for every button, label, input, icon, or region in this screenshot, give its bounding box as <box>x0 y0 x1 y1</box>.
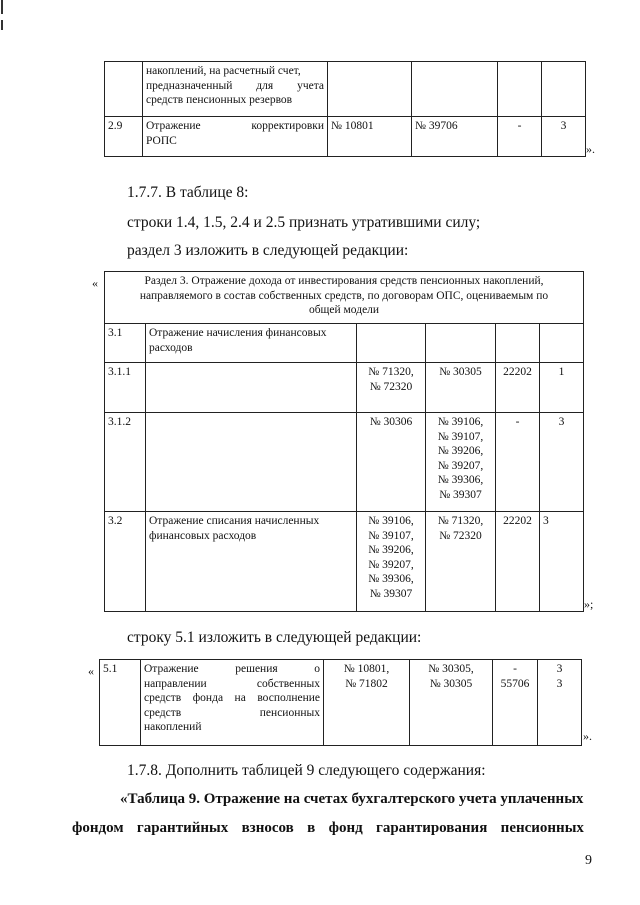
row-number-cell: 2.9 <box>105 117 143 157</box>
paragraph-row-5-1-edit: строку 5.1 изложить в следующей редакции: <box>127 629 422 646</box>
heading-word: фондом <box>72 820 124 836</box>
heading-word: гарантирования <box>376 820 488 836</box>
account-number: № 72320 <box>439 529 482 542</box>
account-number: № 39207, <box>437 459 484 472</box>
symbol-code-cell <box>493 660 538 746</box>
account-number: № 39106, <box>437 416 484 428</box>
paragraph-1-7-8: 1.7.8. Дополнить таблицей 9 следующего содержания: <box>127 762 486 779</box>
description-line: накоплений, на расчетный счет, <box>146 65 301 77</box>
symbol-code-cell: - <box>498 117 542 157</box>
account-number: № 39207, <box>368 558 414 571</box>
account-number: № 39206, <box>437 445 484 457</box>
document-code-cell <box>542 62 586 117</box>
document-code-cell <box>540 324 584 363</box>
row-number-cell: 3.2 <box>105 512 146 612</box>
account-number: № 39306, <box>437 474 484 486</box>
account-number: № 39306, <box>368 573 414 585</box>
symbol-code: - <box>513 663 517 675</box>
opening-quote-mark: « <box>92 276 98 290</box>
document-code: 3 <box>556 663 563 675</box>
row-number-cell: 3.1 <box>105 324 146 363</box>
description-line: средств фонда на восполнение <box>144 692 320 704</box>
paragraph-section-3-edit: раздел 3 изложить в следующей редакции: <box>127 242 409 259</box>
table-row <box>100 660 582 746</box>
section-header-line: общей модели <box>308 304 380 316</box>
table-row <box>105 413 584 512</box>
debit-account-cell <box>328 62 412 117</box>
description-line: Отражение решения о <box>144 663 320 675</box>
page-number: 9 <box>585 853 592 868</box>
account-number: № 10801, <box>343 663 390 675</box>
account-number: № 30305, <box>428 663 474 675</box>
credit-account-cell <box>426 363 496 413</box>
description-line: направлении собственных <box>144 677 320 690</box>
document-code-cell <box>538 660 582 746</box>
description-cell <box>146 363 357 413</box>
heading-word: пенсионных <box>500 820 584 836</box>
credit-account-cell <box>412 62 498 117</box>
table-header-row <box>105 272 584 324</box>
description-line: РОПС <box>146 134 177 147</box>
description-cell <box>146 512 357 612</box>
account-number: № 72320 <box>369 380 413 393</box>
closing-quote-mark: »; <box>584 597 594 611</box>
account-number: № 39206, <box>368 544 414 556</box>
paragraph-rows-invalid: строки 1.4, 1.5, 2.4 и 2.5 признать утратившими силу; <box>127 214 481 231</box>
scan-artifact-mark <box>1 0 3 14</box>
debit-account-cell <box>324 660 410 746</box>
table-row-5-1 <box>99 659 582 746</box>
description-line: финансовых расходов <box>149 529 257 542</box>
description-cell <box>141 660 324 746</box>
credit-account-cell: № 39706 <box>412 117 498 157</box>
credit-account-cell <box>426 512 496 612</box>
section-header-line: направляемого в состав собственных средств, по договорам ОПС, оцениваемым по <box>139 289 549 302</box>
credit-account-cell <box>410 660 493 746</box>
account-number: № 30305 <box>429 677 473 690</box>
document-code-cell: 3 <box>540 512 584 612</box>
description-cell <box>143 62 328 117</box>
account-number: № 39307 <box>439 488 482 501</box>
row-number-cell <box>105 62 143 117</box>
debit-account-cell: № 10801 <box>328 117 412 157</box>
account-number: № 39107, <box>437 430 484 443</box>
debit-account-cell <box>357 324 426 363</box>
description-line: Отражение начисления финансовых <box>149 327 327 339</box>
scan-artifact-mark <box>1 20 3 30</box>
symbol-code-cell <box>498 62 542 117</box>
document-code-cell: 3 <box>540 413 584 512</box>
row-number-cell: 3.1.2 <box>105 413 146 512</box>
account-number: № 30306 <box>369 416 413 428</box>
account-number: № 71802 <box>345 677 388 690</box>
credit-account-cell <box>426 413 496 512</box>
debit-account-cell <box>357 363 426 413</box>
account-number: № 71320, <box>437 515 484 527</box>
row-number-cell: 5.1 <box>100 660 141 746</box>
heading-word: гарантийных <box>136 820 229 836</box>
row-number-cell: 3.1.1 <box>105 363 146 413</box>
account-number: № 39106, <box>368 515 414 527</box>
debit-account-cell <box>357 512 426 612</box>
closing-quote-mark: ». <box>583 729 592 743</box>
section-header-line: Раздел 3. Отражение дохода от инвестирования средств пенсионных накоплений, <box>144 275 544 287</box>
credit-account-cell <box>426 324 496 363</box>
table-9-heading-line: «Таблица 9. Отражение на счетах бухгалтерского учета уплаченных <box>120 791 584 807</box>
table-section-3 <box>104 271 584 612</box>
heading-word: в <box>307 820 316 836</box>
debit-account-cell <box>357 413 426 512</box>
document-code: 3 <box>556 677 563 690</box>
table-row <box>105 62 586 117</box>
opening-quote-mark: « <box>88 664 94 678</box>
account-number: № 39307 <box>369 587 413 600</box>
description-line: средств пенсионных <box>144 706 320 719</box>
closing-quote-mark: ». <box>586 142 595 156</box>
description-line: средств пенсионных резервов <box>146 94 293 106</box>
document-code-cell: 1 <box>540 363 584 413</box>
section-header-cell <box>105 272 584 324</box>
description-line: Отражение списания начисленных <box>149 515 320 527</box>
table-previous-fragment <box>104 61 586 157</box>
table-row <box>105 324 584 363</box>
table-row <box>105 117 586 157</box>
account-number: № 71320, <box>368 366 414 378</box>
table-9-heading-line <box>72 818 584 838</box>
heading-word: фонд <box>328 820 363 836</box>
description-line: Отражение корректировки <box>146 120 324 132</box>
symbol-code: 55706 <box>500 677 530 690</box>
table-row <box>105 363 584 413</box>
heading-word: взносов <box>241 820 294 836</box>
description-cell <box>146 324 357 363</box>
description-cell <box>146 413 357 512</box>
description-cell <box>143 117 328 157</box>
description-line: накоплений <box>144 721 202 733</box>
account-number: № 30305 <box>439 366 482 378</box>
account-number: № 39107, <box>368 529 414 542</box>
paragraph-1-7-7: 1.7.7. В таблице 8: <box>127 184 249 201</box>
table-row <box>105 512 584 612</box>
description-line: расходов <box>149 341 193 354</box>
symbol-code-cell <box>496 324 540 363</box>
description-line: предназначенный для учета <box>146 79 324 92</box>
document-code-cell: 3 <box>542 117 586 157</box>
symbol-code-cell: - <box>496 413 540 512</box>
symbol-code-cell: 22202 <box>496 512 540 612</box>
symbol-code-cell: 22202 <box>496 363 540 413</box>
